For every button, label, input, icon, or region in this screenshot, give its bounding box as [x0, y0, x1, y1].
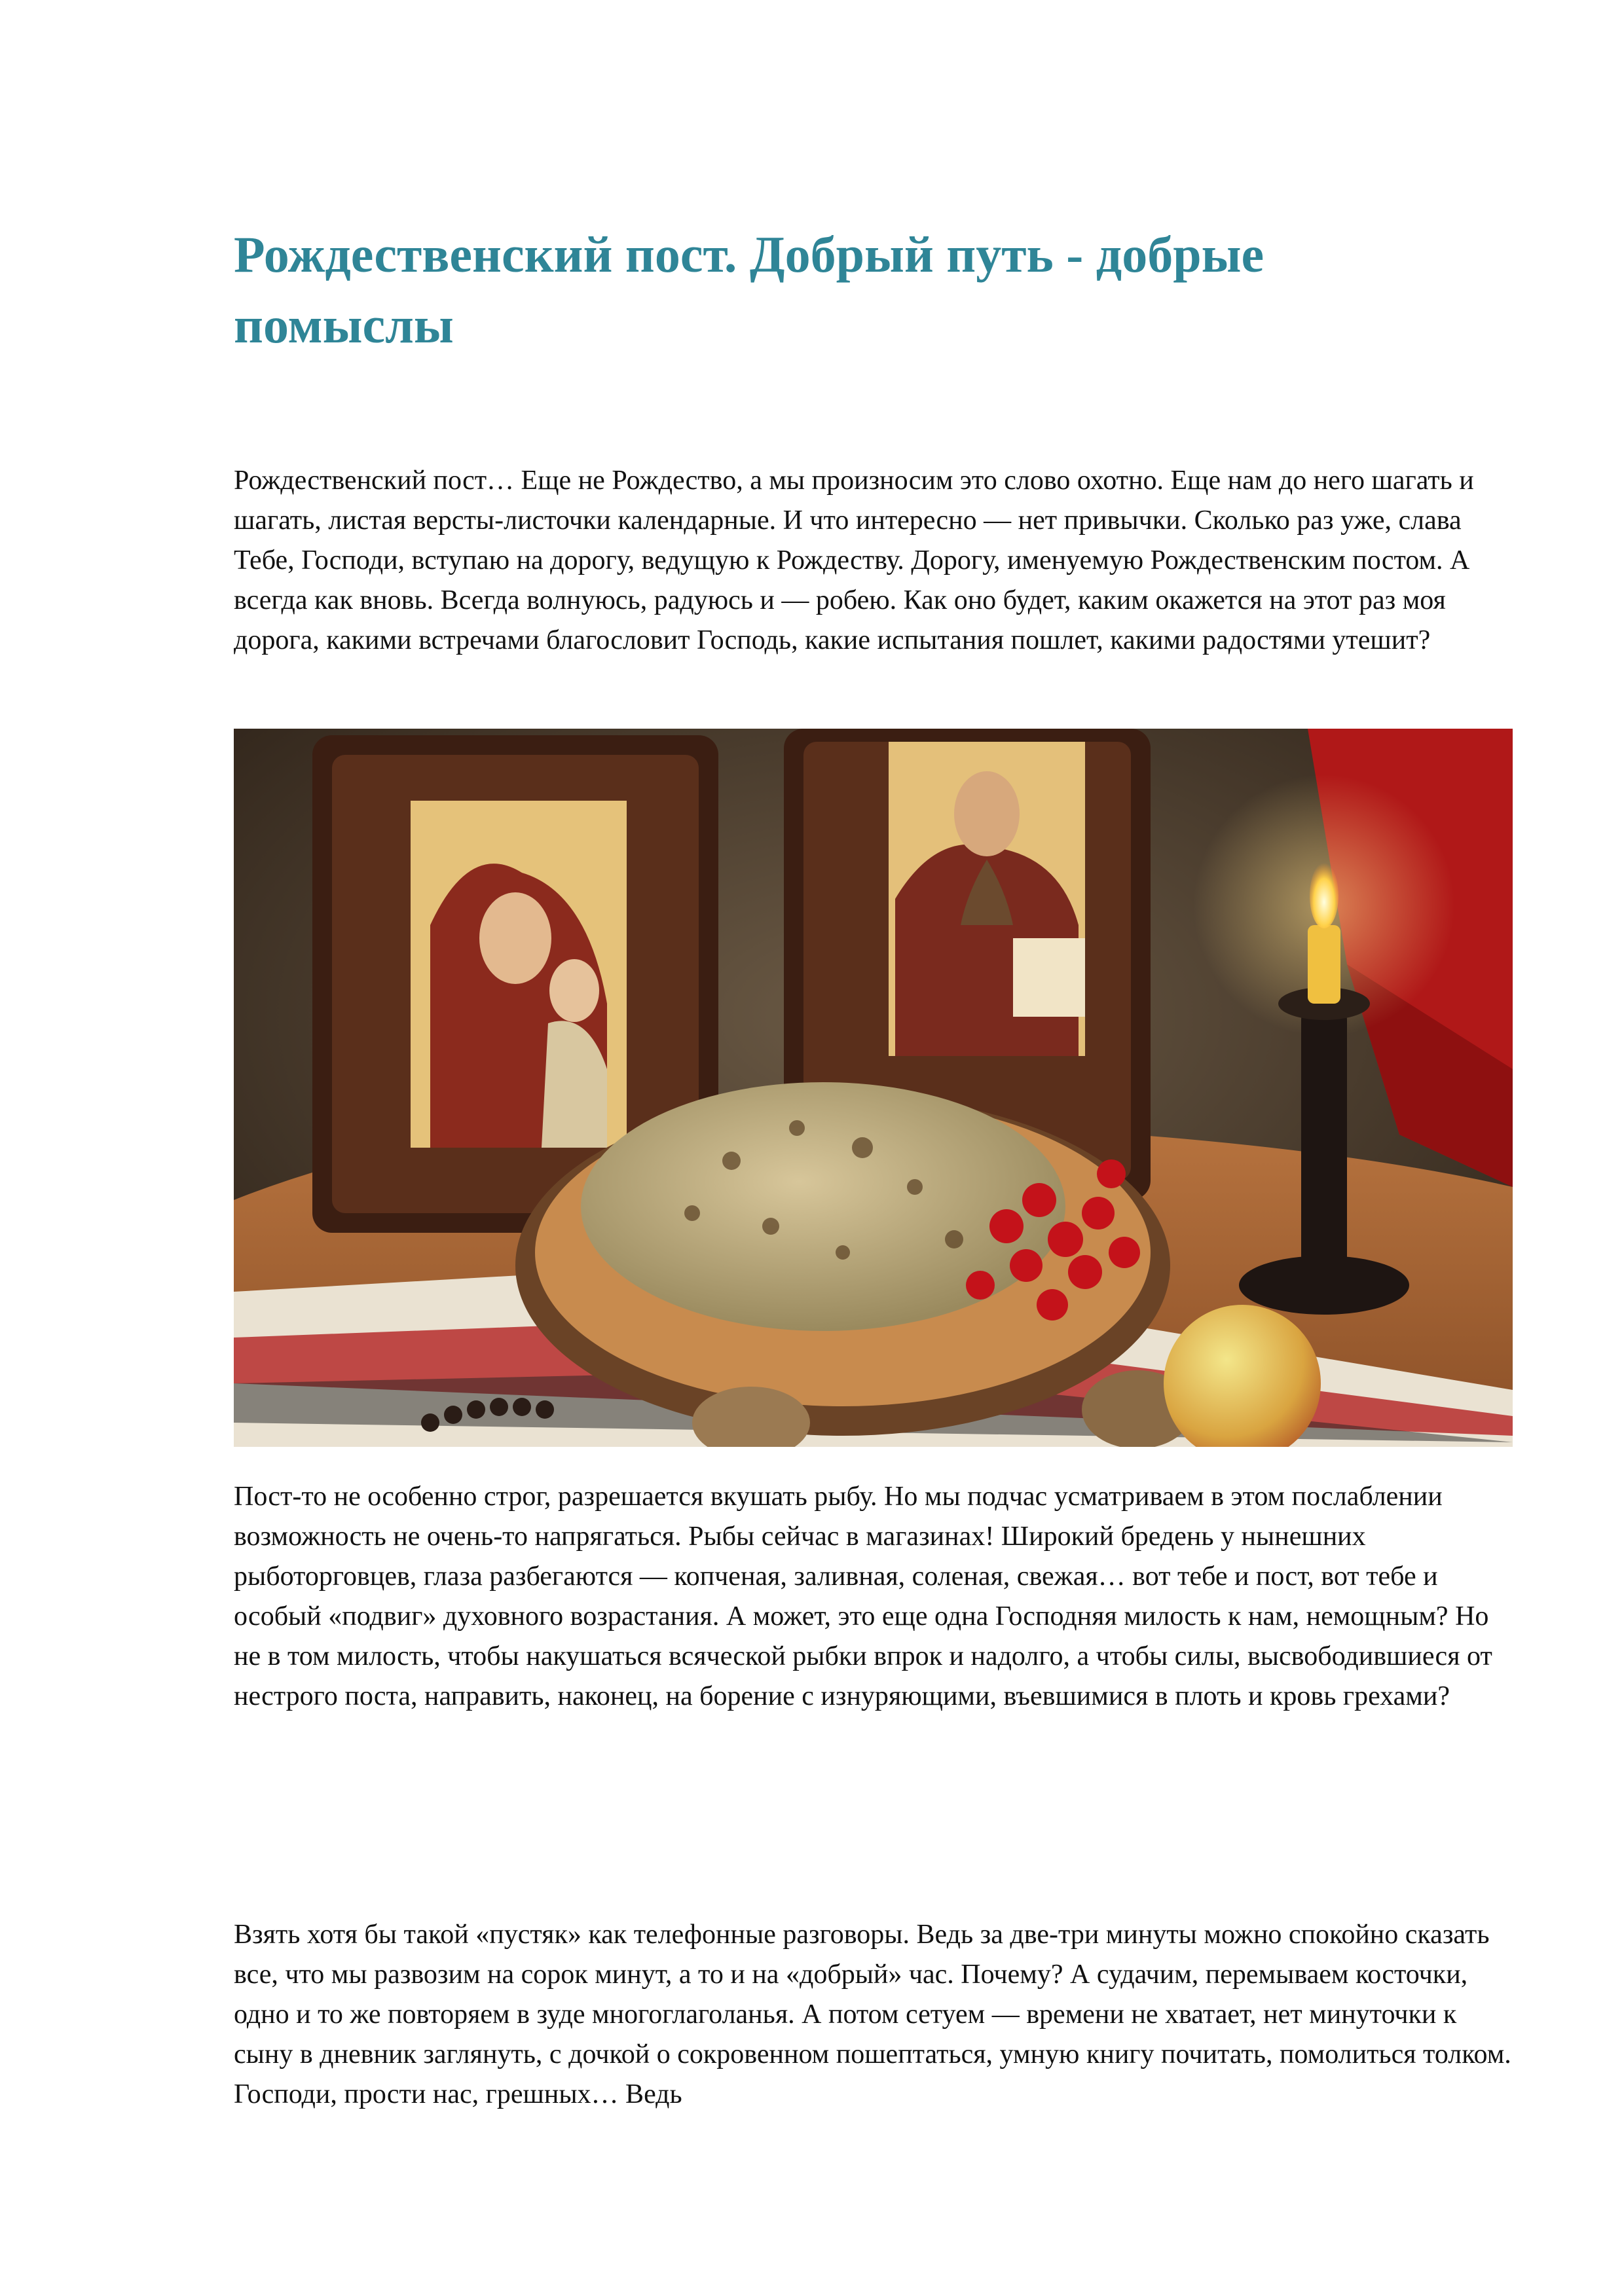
paragraph-3: Взять хотя бы такой «пустяк» как телефонные разговоры. Ведь за две-три минуты можно спокойно сказать все, что мы развозим на сорок минут, а то и на «добрый» час. Почему? А судачим, перемываем косточки, одно и то же повторяем в зуде многоглаголанья. А потом сетуем — времени не хватает, нет минуточки к сыну в дневник заглянуть, с дочкой о сокровенном пошептаться, умную книгу почитать, помолиться толком. Господи, прости нас, грешных… Ведь: [234, 1920, 1511, 2109]
paragraph-1: Рождественский пост… Еще не Рождество, а мы произносим это слово охотно. Еще нам до него шагать и шагать, листая версты-листочки календарные. И что интересно — нет привычки. Сколько раз уже, слава Тебе, Господи, вступаю на дорогу, ведущую к Рождеству. Дорогу, именуемую Рождественским постом. А всегда как вновь. Всегда волнуюсь, радуюсь и — робею. Как оно будет, каким окажется на этот раз моя дорога, какими встречами благословит Господь, какие испытания пошлет, какими радостями утешит?: [234, 465, 1474, 655]
paragraph-2: Пост-то не особенно строг, разрешается вкушать рыбу. Но мы подчас усматриваем в этом послаблении возможность не очень-то напрягаться. Рыбы сейчас в магазинах! Широкий бредень у нынешних рыботорговцев, глаза разбегаются — копченая, заливная, соленая, свежая… вот тебе и пост, вот тебе и особый «подвиг» духовного возрастания. А может, это еще одна Господняя милость к нам, немощным? Но не в том милость, чтобы накушаться всяческой рыбки впрок и надолго, а чтобы силы, высвободившиеся от нестрого поста, направить, наконец, на борение с изнуряющими, въевшимися в плоть и кровь грехами?: [234, 1482, 1492, 1711]
photo-illustration: [234, 729, 1513, 1447]
article-photo: [234, 729, 1513, 1447]
article-title: Рождественский пост. Добрый путь - добрые помыслы: [234, 226, 1264, 354]
